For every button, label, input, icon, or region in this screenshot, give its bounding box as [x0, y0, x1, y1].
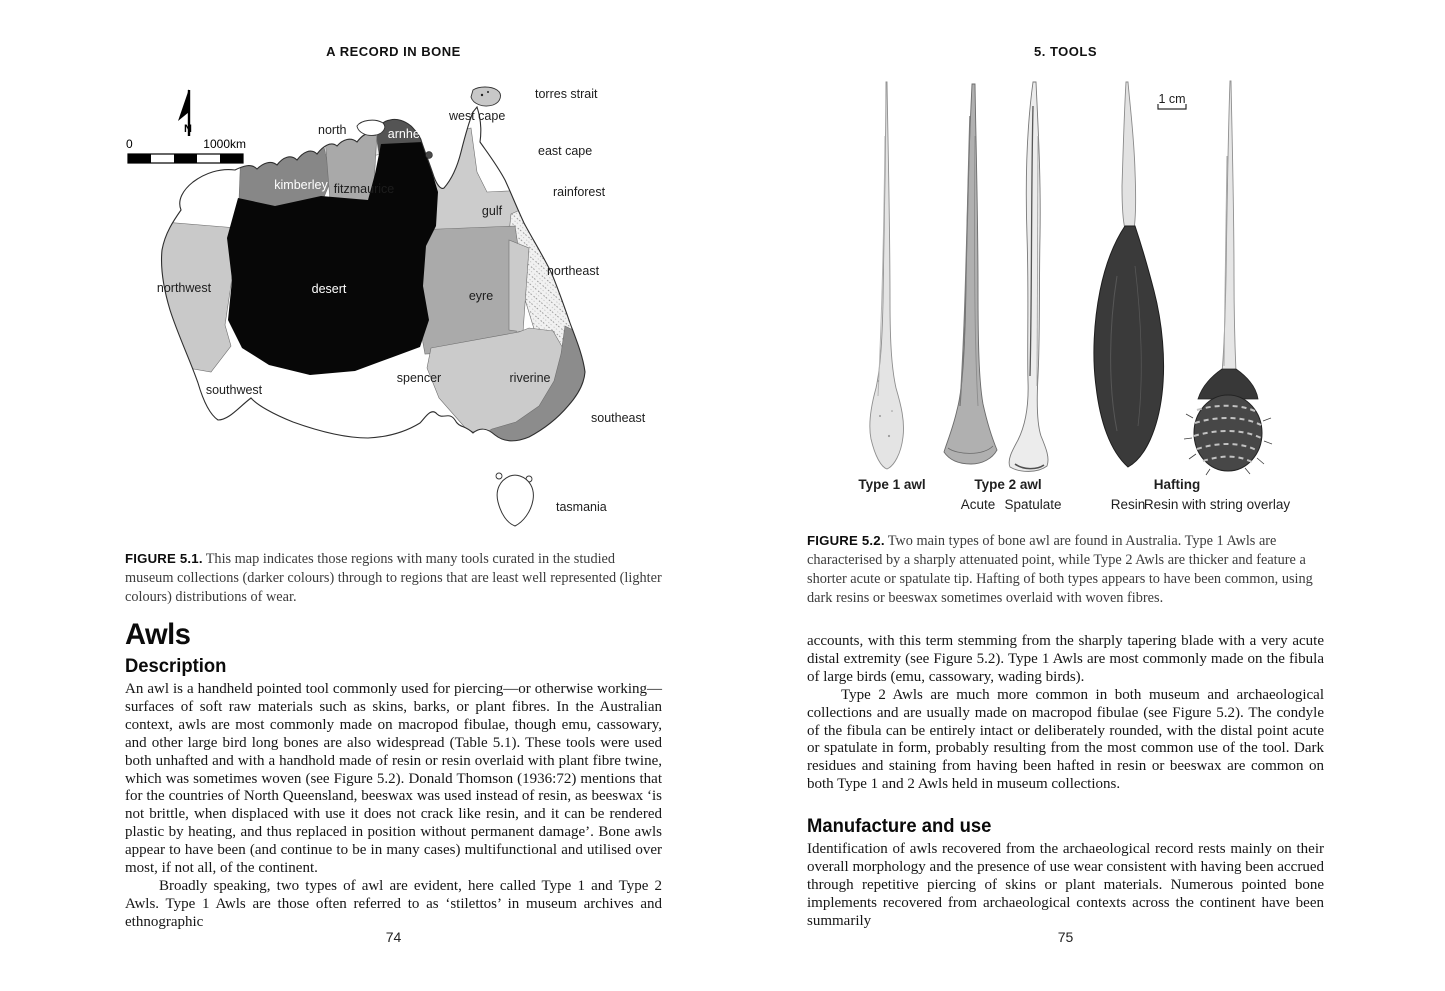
map-label-kimberley: kimberley: [274, 178, 328, 192]
left-paragraph-1: An awl is a handheld pointed tool commonly used for piercing—or otherwise working—surfaces of soft raw materials such as skins, barks, or plant fibres. In the Australian context, awls are most commonly made on macropod fibulae, though emu, cassowary, and other large bird long bones are also widespread (Table 5.1). These tools were used both unhafted and with a handhold made of resin or resin overlaid with plant fibre twine, which was sometimes woven (see Figure 5.2). Donald Thomson (1936:72) mentions that for the countries of North Queensland, beeswax was used instead of resin, as beeswax ‘is not brittle, when displaced with use it does not crack like resin, and it can be rendered plastic by heating, and thus replaced in position without permanent damage’. Bone awls appear to have been (and continue to be in many cases) multifunctional and utilised over most, if not all, of the continent.: [125, 681, 662, 877]
left-page: [125, 0, 662, 991]
scale-distance: 1000km: [203, 137, 246, 151]
map-label-southwest: southwest: [205, 383, 263, 397]
awl-type1-drawing: [870, 82, 904, 469]
label-acute: Acute: [960, 497, 996, 512]
torres-islet-2: [487, 91, 489, 93]
island-torres-strait: [471, 87, 500, 106]
map-label-spencer: spencer: [396, 371, 442, 385]
map-label-fitzmaurice: fitzmaurice: [333, 182, 395, 196]
awl-hafting-resin-drawing: [1094, 82, 1164, 467]
label-hafting: Hafting: [1153, 477, 1201, 492]
left-page-number: 74: [385, 929, 402, 945]
map-label-torres-strait: torres strait: [535, 87, 598, 101]
map-label-west-cape: west cape: [449, 109, 506, 123]
region-east-cape: [501, 128, 543, 182]
figure-5-1-map: [125, 80, 685, 538]
figure-scale-bar: [1158, 92, 1186, 109]
label-type2-awl: Type 2 awl: [974, 477, 1042, 492]
label-type1-awl: Type 1 awl: [858, 477, 926, 492]
right-paragraph-1: accounts, with this term stemming from the sharply tapering blade with a very acute distal extremity (see Figure 5.2). Type 1 Awls are most commonly made on the fibula of large birds (emu, cassowary, wading birds).: [807, 633, 1324, 685]
awl-type2-acute-drawing: [944, 84, 997, 464]
label-resin: Resin: [1110, 497, 1146, 512]
north-arrow-letter: N: [184, 123, 192, 135]
map-label-eyre: eyre: [468, 289, 494, 303]
map-label-riverine: riverine: [509, 371, 551, 385]
island-bass-1: [496, 473, 502, 479]
awl-hafting-string-drawing: [1184, 81, 1272, 475]
right-paragraph-3: Identification of awls recovered from the archaeological record rests mainly on their overall morphology and the presence of use wear consistent with having been accrued through repetitive piercing of skins or plant materials. Numerous pointed bone implements recovered from archaeological contexts across the continent have been summarily: [807, 841, 1324, 929]
right-running-head: 5. TOOLS: [1034, 44, 1097, 59]
figure-5-2-caption-text: Two main types of bone awl are found in Australia. Type 1 Awls are characterised by a sharply attenuated point, while Type 2 Awls are thicker and feature a shorter acute or spatulate tip. Hafting of both types appears to have been common, using dark resins or beeswax sometimes overlaid with woven fibres.: [807, 533, 1313, 606]
figure-5-2-awls: [845, 76, 1325, 476]
map-label-southeast: southeast: [591, 411, 646, 425]
right-page: [807, 0, 1324, 991]
map-label-east-cape: east cape: [538, 144, 593, 158]
map-scale-bar: [126, 137, 246, 163]
scale-zero: 0: [126, 137, 133, 151]
region-northwest: [139, 220, 237, 372]
map-label-desert: desert: [311, 282, 347, 296]
label-spatulate: Spatulate: [1004, 497, 1062, 512]
north-arrow-icon: [178, 89, 192, 136]
figure-5-2-caption-label: FIGURE 5.2.: [807, 533, 885, 548]
left-body-text: [125, 681, 662, 932]
label-resin-string: Resin with string overlay: [1143, 497, 1291, 512]
right-body-text: [807, 633, 1324, 931]
map-label-northwest: northwest: [156, 281, 212, 295]
figure-5-1-caption: [125, 549, 662, 607]
section-title-manufacture: Manufacture and use: [807, 816, 992, 838]
awl-type2-spatulate-drawing: [1009, 82, 1048, 471]
left-running-head: A RECORD IN BONE: [326, 44, 461, 59]
torres-islet-1: [481, 94, 483, 96]
map-label-tasmania: tasmania: [556, 500, 607, 514]
section-title-awls: Awls: [125, 618, 191, 651]
map-label-gulf: gulf: [481, 204, 503, 218]
map-label-north: north: [318, 123, 347, 137]
figure-5-1-caption-text: This map indicates those regions with many tools curated in the studied museum collections (darker colours) through to regions that are least well represented (lighter colours) distributions of wear.: [125, 551, 662, 605]
right-page-number: 75: [1057, 929, 1074, 945]
island-melville: [357, 120, 385, 135]
island-groote: [426, 152, 433, 159]
right-paragraph-2: Type 2 Awls are much more common in both museum and archaeological collections and are usually made on macropod fibulae (see Figure 5.2). The condyle of the fibula can be entirely intact or deliberately rounded, with the distal point acute or spatulate in form, probably resulting from the most common use of the tool. Dark residues and staining from having been hafted in resin or beeswax are common on both Type 1 and 2 Awls held in museum collections.: [807, 686, 1324, 793]
figure-5-1-caption-label: FIGURE 5.1.: [125, 551, 203, 566]
map-label-arnhem: arnhem: [387, 127, 431, 141]
figure-5-2-caption: [807, 531, 1324, 608]
figure-scale-label: 1 cm: [1158, 92, 1186, 106]
map-label-rainforest: rainforest: [553, 185, 606, 199]
island-tasmania: [497, 475, 533, 526]
map-label-northeast: northeast: [546, 264, 600, 278]
left-paragraph-2: Broadly speaking, two types of awl are evident, here called Type 1 and Type 2 Awls. Type 1 Awls are those often referred to as ‘stilettos’ in museum archives and ethnographic: [125, 877, 662, 930]
subsection-title-description: Description: [125, 656, 227, 677]
